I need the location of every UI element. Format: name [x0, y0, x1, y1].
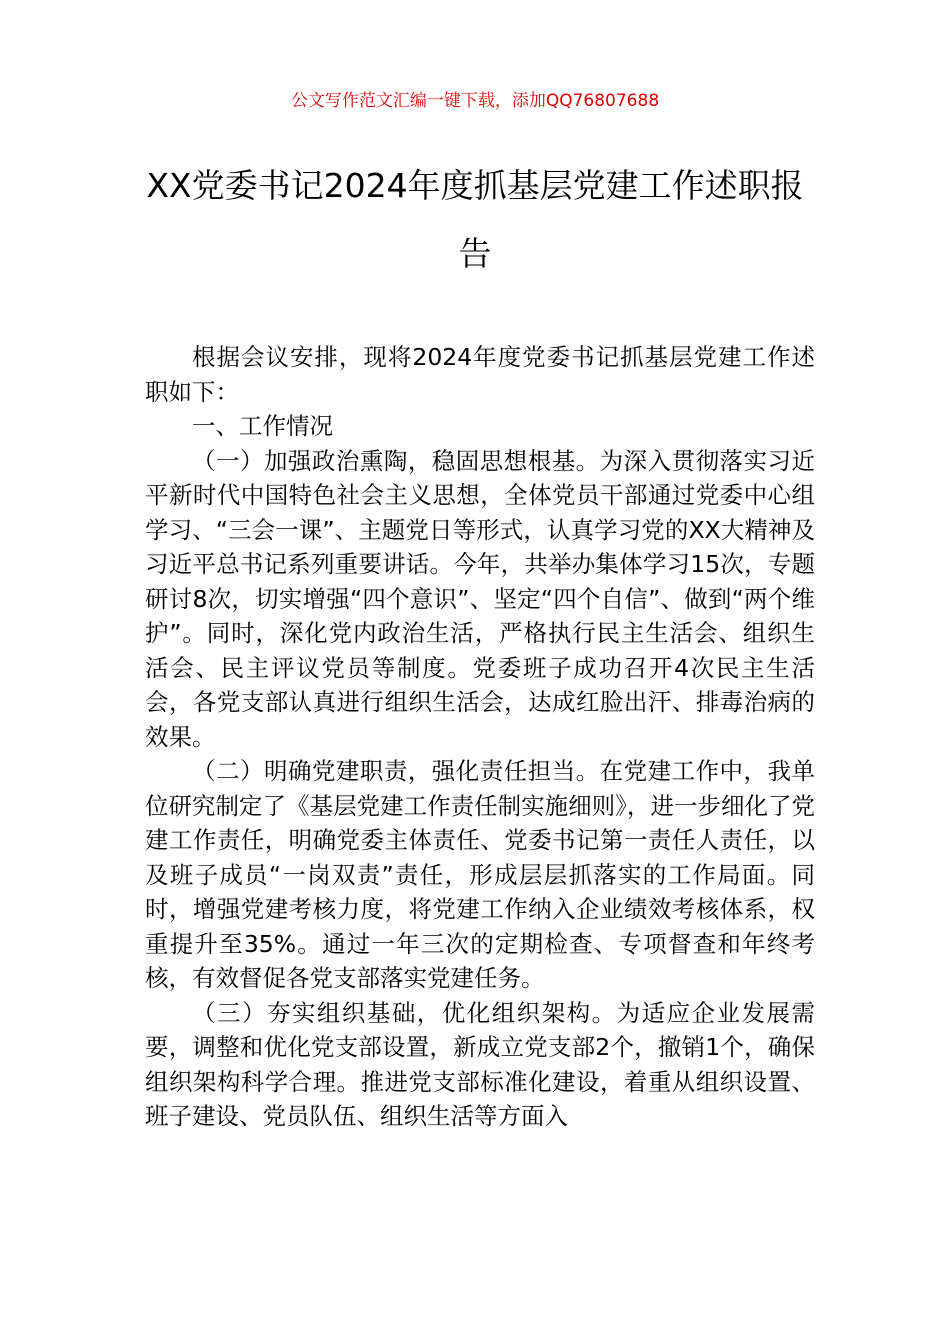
section-heading-work-status: 一、工作情况 — [192, 412, 333, 440]
document-body — [145, 340, 815, 1134]
document-title: XX党委书记2024年度抓基层党建工作述职报告 — [146, 166, 804, 273]
paragraph-political-education: （一）加强政治熏陶，稳固思想根基。为深入贯彻落实习近平新时代中国特色社会主义思想，全体党员干部通过党委中心组学习、“三会一课”、主题党日等形式，认真学习党的XX大精神及习近平总书记系列重要讲话。今年，共举办集体学习15次，专题研讨8次，切实增强“四个意识”、坚定“四个自信”、做到“两个维护”。同时，深化党内政治生活，严格执行民主生活会、组织生活会、民主评议党员等制度。党委班子成功召开4次民主生活会，各党支部认真进行组织生活会，达成红脸出汗、排毒治病的效果。 — [145, 446, 815, 751]
paragraph-intro: 根据会议安排，现将2024年度党委书记抓基层党建工作述职如下： — [145, 343, 815, 406]
paragraph-party-responsibility: （二）明确党建职责，强化责任担当。在党建工作中，我单位研究制定了《基层党建工作责任制实施细则》，进一步细化了党建工作责任，明确党委主体责任、党委书记第一责任人责任，以及班子成员“一岗双责”责任，形成层层抓落实的工作局面。同时，增强党建考核力度，将党建工作纳入企业绩效考核体系，权重提升至35%。通过一年三次的定期检查、专项督查和年终考核，有效督促各党支部落实党建任务。 — [145, 757, 815, 992]
paragraph-organization-foundation: （三）夯实组织基础，优化组织架构。为适应企业发展需要，调整和优化党支部设置，新成立党支部2个，撤销1个，确保组织架构科学合理。推进党支部标准化建设，着重从组织设置、班子建设、党员队伍、组织生活等方面入 — [145, 998, 815, 1130]
header-download-note: 公文写作范文汇编一键下载，添加QQ76807688 — [290, 91, 660, 111]
